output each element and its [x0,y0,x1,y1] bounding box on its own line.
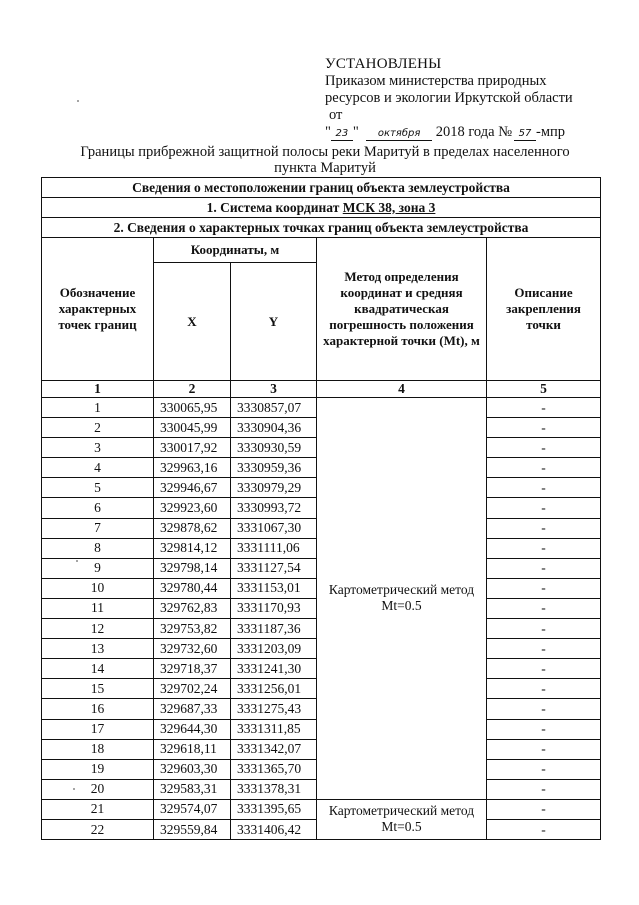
coord-y: 3331342,07 [231,739,317,759]
boundary-coordinates-table [41,177,601,840]
coord-y: 3331311,85 [231,719,317,739]
method-cell: Картометрический метод Mt=0.5 [317,398,487,800]
point-number: 15 [42,679,154,699]
fixation-description: - [487,458,601,478]
section-2-title: 2. Сведения о характерных точках границ объекта землеустройства [42,218,601,238]
coord-x: 329718,37 [154,659,231,679]
point-number: 16 [42,699,154,719]
coord-x: 329559,84 [154,819,231,839]
fixation-description: - [487,538,601,558]
fixation-description: - [487,518,601,538]
header-coords: Координаты, м [154,238,317,263]
coord-y: 3331153,01 [231,578,317,598]
date-quote-open: " [325,124,331,140]
col-number-2: 2 [154,381,231,398]
point-number: 14 [42,659,154,679]
header-method: Метод определения координат и средняя квадратическая погрешность положения характерной точки (Mt), м [317,238,487,381]
point-number: 13 [42,639,154,659]
coord-x: 329687,33 [154,699,231,719]
point-number: 18 [42,739,154,759]
coordinate-system-value: МСК 38, зона 3 [342,199,436,215]
coordinate-system [42,198,601,218]
point-number: 7 [42,518,154,538]
method-cell: Картометрический метод Mt=0.5 [317,799,487,839]
coord-x: 329603,30 [154,759,231,779]
handwritten-day: 23 [331,128,353,141]
col-number-5: 5 [487,381,601,398]
coord-y: 3331256,01 [231,679,317,699]
fixation-description: - [487,478,601,498]
section-1-row [42,198,601,218]
fixation-description: - [487,699,601,719]
fixation-description: - [487,739,601,759]
fixation-description: - [487,558,601,578]
coord-x: 329702,24 [154,679,231,699]
point-number: 2 [42,418,154,438]
coord-y: 3331111,06 [231,538,317,558]
date-quote-close: " [352,124,359,140]
fixation-description: - [487,719,601,739]
point-number: 10 [42,578,154,598]
fixation-description: - [487,438,601,458]
coord-x: 329732,60 [154,639,231,659]
coord-x: 329583,31 [154,779,231,799]
header-row-1 [42,238,601,263]
section-2-row [42,218,601,238]
point-number: 20 [42,779,154,799]
coord-x: 329946,67 [154,478,231,498]
fixation-description: - [487,659,601,679]
fixation-description: - [487,398,601,418]
fixation-description: - [487,619,601,639]
coord-y: 3331187,36 [231,619,317,639]
document-subject: Границы прибрежной защитной полосы реки Маритуй в пределах населенного пункта Маритуй [80,144,570,176]
coord-y: 3330959,36 [231,458,317,478]
header-point: Обозначение характерных точек границ [42,238,154,381]
scan-speck [77,100,79,102]
point-number: 11 [42,598,154,618]
point-number: 8 [42,538,154,558]
approval-header: УСТАНОВЛЕНЫ [325,56,442,72]
coord-x: 329762,83 [154,598,231,618]
coord-x: 330045,99 [154,418,231,438]
fixation-description: - [487,819,601,839]
section-1-label: 1. Система координат [206,199,340,215]
point-number: 5 [42,478,154,498]
point-number: 6 [42,498,154,518]
coord-y: 3331275,43 [231,699,317,719]
fixation-description: - [487,578,601,598]
fixation-description: - [487,799,601,819]
coord-y: 3331365,70 [231,759,317,779]
column-numbers-row [42,381,601,398]
coord-x: 329923,60 [154,498,231,518]
date-year-text: 2018 года № [435,124,513,140]
coord-x: 329878,62 [154,518,231,538]
coord-x: 329644,30 [154,719,231,739]
coord-x: 329814,12 [154,538,231,558]
point-number: 19 [42,759,154,779]
coord-x: 329618,11 [154,739,231,759]
fixation-description: - [487,418,601,438]
approval-line-2: ресурсов и экологии Иркутской области [325,90,573,106]
coord-y: 3330930,59 [231,438,317,458]
coord-y: 3331378,31 [231,779,317,799]
table-row [42,799,601,819]
coord-x: 329574,07 [154,799,231,819]
point-number: 4 [42,458,154,478]
coord-x: 329780,44 [154,578,231,598]
approval-date-row [325,124,573,141]
coord-x: 329963,16 [154,458,231,478]
table-title-row [42,178,601,198]
fixation-description: - [487,639,601,659]
handwritten-number: 57 [514,128,536,141]
coord-y: 3331203,09 [231,639,317,659]
point-number: 9 [42,558,154,578]
coord-y: 3331395,65 [231,799,317,819]
coord-x: 329753,82 [154,619,231,639]
point-number: 12 [42,619,154,639]
coord-y: 3331127,54 [231,558,317,578]
point-number: 17 [42,719,154,739]
fixation-description: - [487,598,601,618]
coord-y: 3331406,42 [231,819,317,839]
col-number-4: 4 [317,381,487,398]
point-number: 3 [42,438,154,458]
point-number: 1 [42,398,154,418]
coord-y: 3330979,29 [231,478,317,498]
handwritten-month: октября [366,128,432,141]
coord-x: 330065,95 [154,398,231,418]
coord-x: 329798,14 [154,558,231,578]
coord-x: 330017,92 [154,438,231,458]
col-number-1: 1 [42,381,154,398]
coord-y: 3330904,36 [231,418,317,438]
col-number-3: 3 [231,381,317,398]
fixation-description: - [487,679,601,699]
order-suffix: -мпр [536,124,566,140]
coord-y: 3330857,07 [231,398,317,418]
header-description: Описание закрепления точки [487,238,601,381]
approval-line-3: от [329,107,343,123]
fixation-description: - [487,498,601,518]
header-y: Y [231,263,317,381]
fixation-description: - [487,759,601,779]
fixation-description: - [487,779,601,799]
point-number: 22 [42,819,154,839]
table-row [42,398,601,418]
point-number: 21 [42,799,154,819]
approval-line-1: Приказом министерства природных [325,73,547,89]
coord-y: 3331067,30 [231,518,317,538]
header-x: X [154,263,231,381]
coord-y: 3330993,72 [231,498,317,518]
table-title: Сведения о местоположении границ объекта землеустройства [42,178,601,198]
coord-y: 3331241,30 [231,659,317,679]
approval-stamp-block [325,56,573,141]
coord-y: 3331170,93 [231,598,317,618]
